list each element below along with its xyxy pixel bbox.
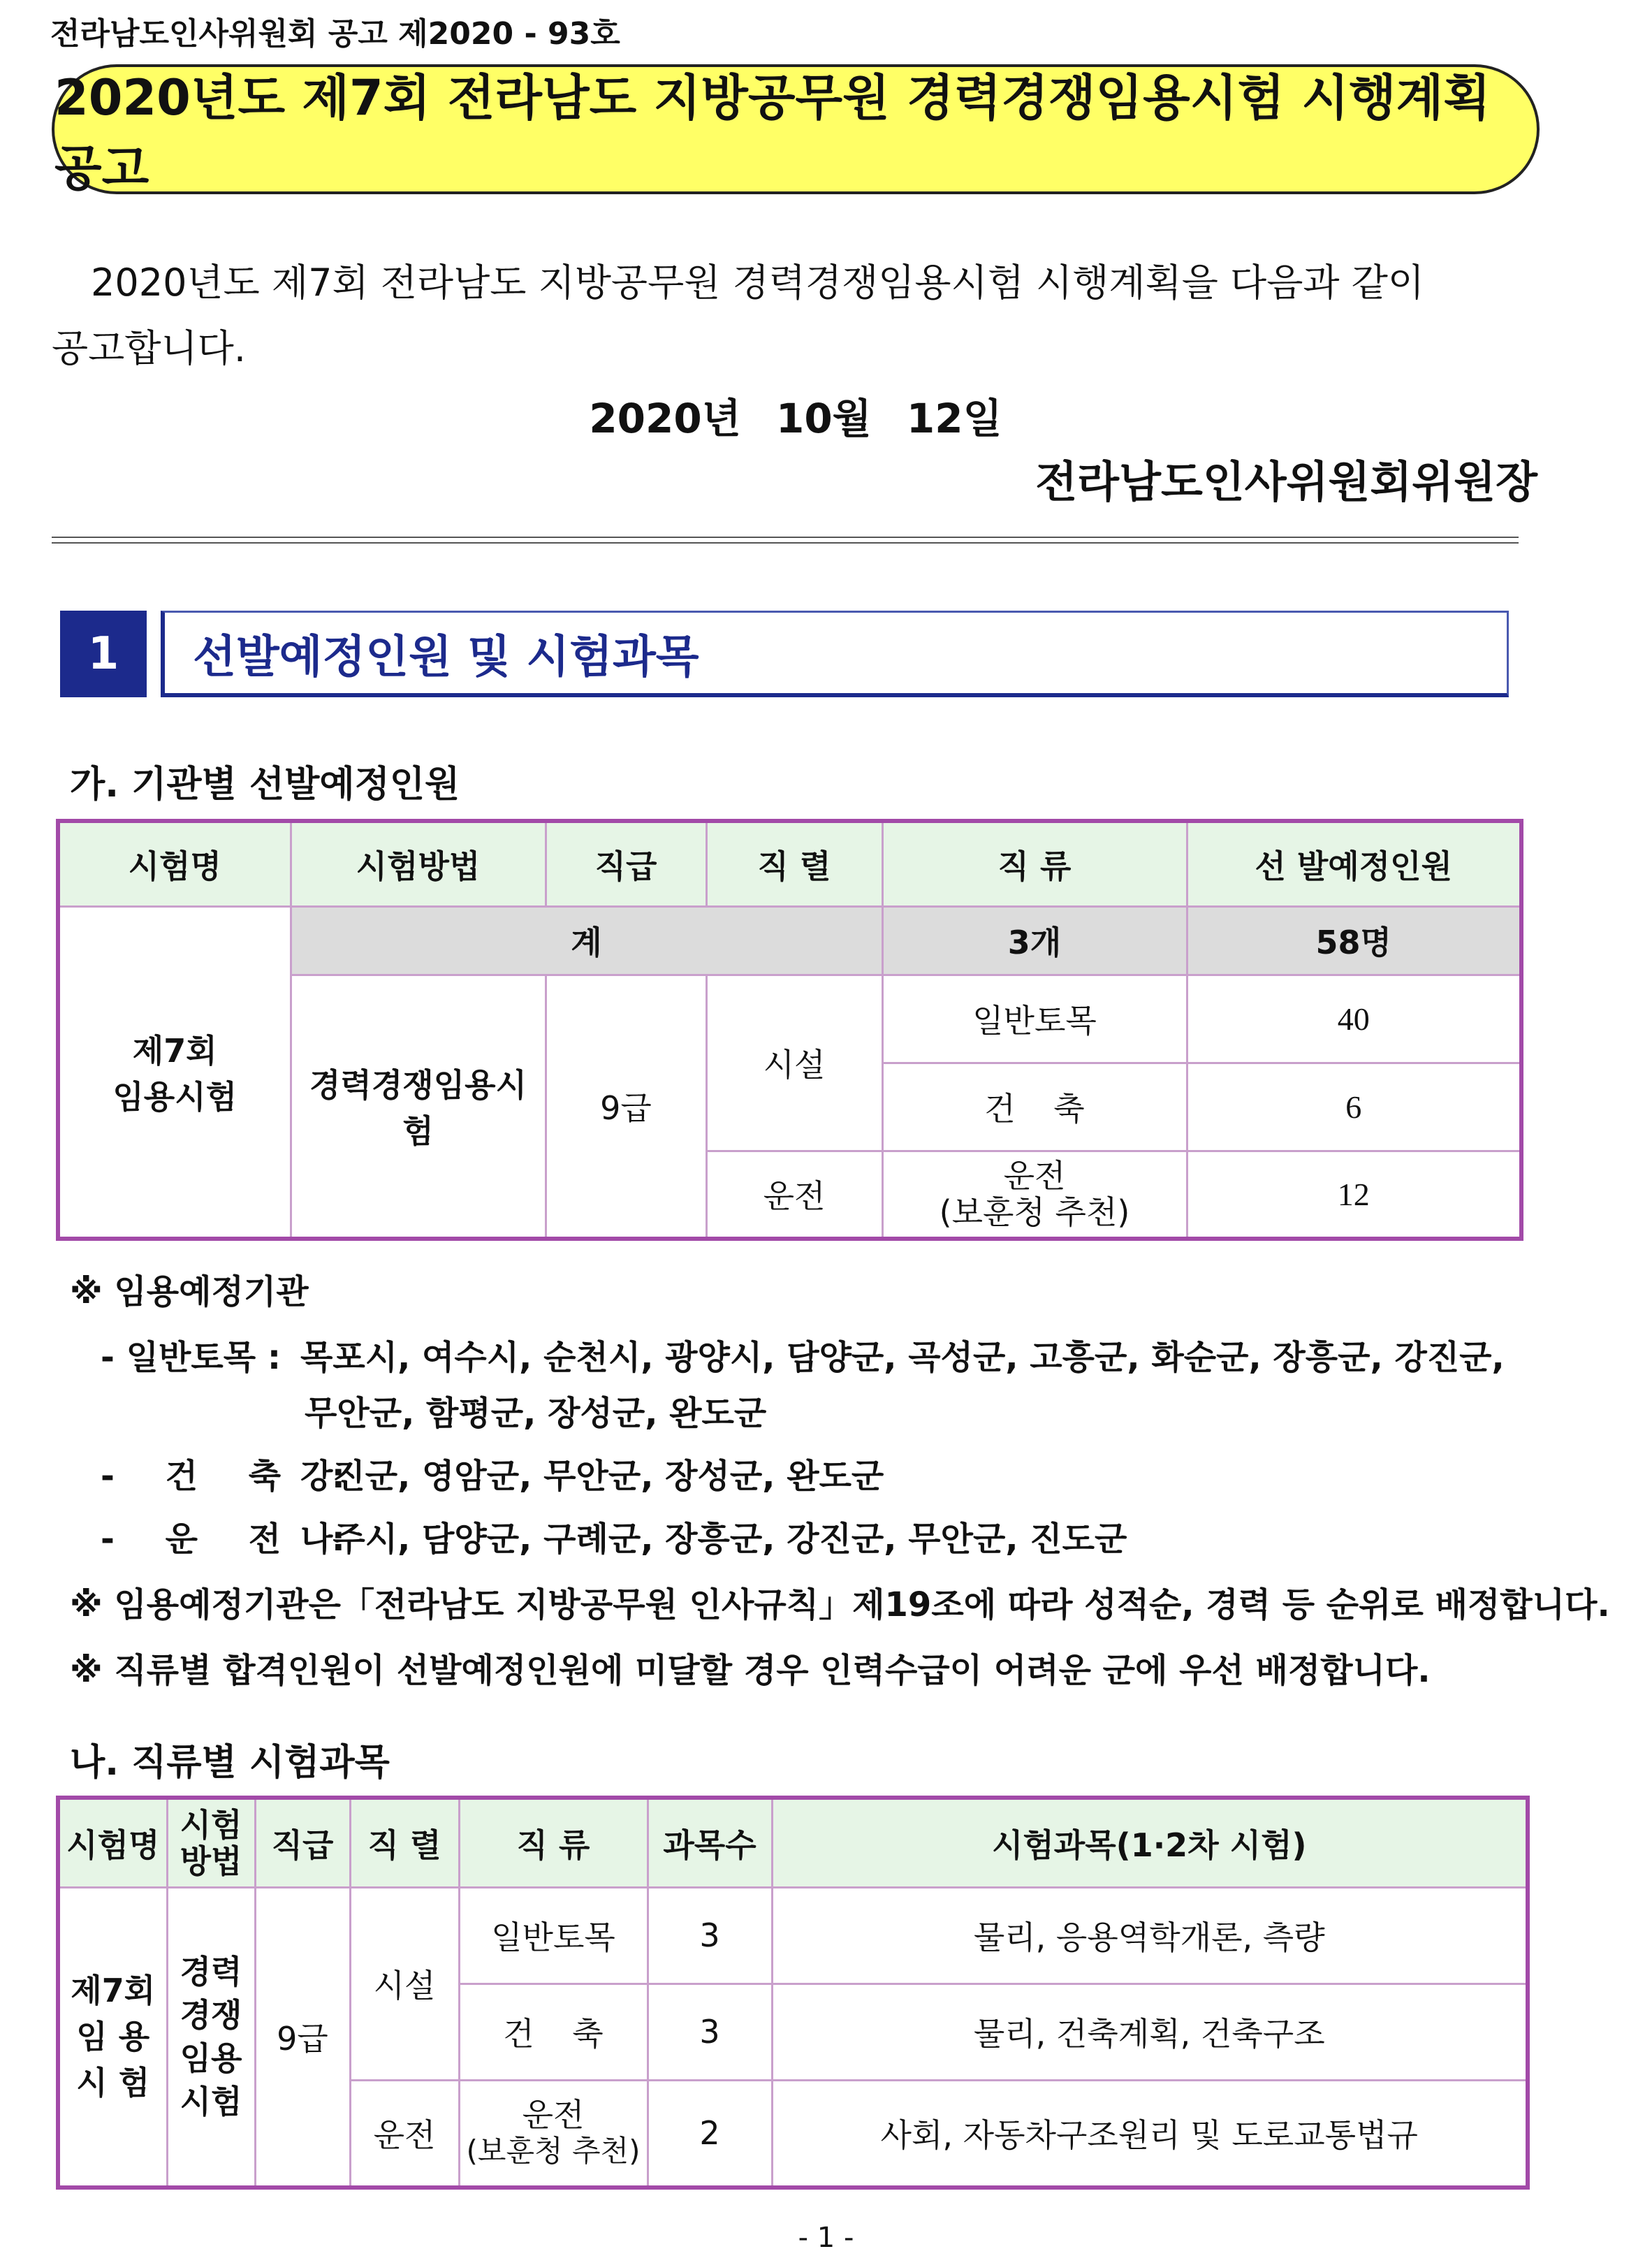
- series-facility: 시설: [706, 975, 882, 1151]
- notice-number: 전라남도인사위원회 공고 제2020 - 93호: [50, 16, 620, 52]
- intro-paragraph: [52, 250, 1540, 381]
- t2-type-architecture-text: 건 축: [503, 2015, 604, 2053]
- t2-method-l4: 시험: [180, 2083, 242, 2121]
- t2-method-l3: 임용: [180, 2039, 242, 2078]
- document-title: [52, 64, 1540, 197]
- exam-name-cell: [58, 906, 291, 1239]
- section-number: 1: [60, 611, 147, 697]
- page-number: - 1 -: [798, 2222, 854, 2254]
- drive-label: - 운 전 :: [101, 1520, 345, 1559]
- header-planned: 선 발예정인원: [1187, 821, 1521, 906]
- t2-method-l1: 경력: [180, 1953, 242, 1991]
- t2-subjects-civil: 물리, 응용역학개론, 측량: [772, 1887, 1528, 1984]
- civil-line-1: 목포시, 여수시, 순천시, 광양시, 담양군, 곡성군, 고흥군, 화순군, 장흥군, 강진군,: [300, 1338, 1505, 1377]
- t2-type-driving: [459, 2080, 648, 2188]
- h2-subjects: 시험과목(1·2차 시험): [772, 1798, 1528, 1887]
- divider: [52, 537, 1519, 544]
- t2-subjects-architecture: 물리, 건축계획, 건축구조: [772, 1984, 1528, 2080]
- t2-type-driving-l1: 운전: [522, 2096, 585, 2134]
- type-civil: 일반토목: [882, 975, 1187, 1063]
- document-title-text: 2020년도 제7회 전라남도 지방공무원 경력경쟁임용시험 시행계획 공고: [54, 69, 1491, 197]
- note-assignment-rule: ※ 임용예정기관은「전라남도 지방공무원 인사규칙」제19조에 따라 성적순, 경력 등 순위로 배정합니다.: [70, 1585, 1610, 1624]
- civil-line-2: 무안군, 함평군, 장성군, 완도군: [305, 1394, 767, 1433]
- exam-name-l2: 임용시험: [112, 1078, 237, 1116]
- header-type: 직 류: [882, 821, 1187, 906]
- header-exam-name: 시험명: [58, 821, 291, 906]
- t2-exam-l2: 임 용: [76, 2018, 150, 2056]
- drive-list: 나주시, 담양군, 구례군, 장흥군, 강진군, 무안군, 진도군: [300, 1520, 1127, 1559]
- h2-grade: 직급: [255, 1798, 350, 1887]
- table2-subtitle: 나. 직류별 시험과목: [70, 1742, 390, 1784]
- t2-series-facility: 시설: [350, 1887, 459, 2080]
- arch-label: - 건 축 :: [101, 1457, 345, 1496]
- notice-date: 2020년 10월 12일: [589, 395, 1002, 442]
- arch-list: 강진군, 영암군, 무안군, 장성군, 완도군: [300, 1457, 884, 1496]
- civil-label: - 일반토목 :: [101, 1338, 282, 1377]
- h2-series: 직 렬: [350, 1798, 459, 1887]
- notes-heading: ※ 임용예정기관: [70, 1272, 309, 1311]
- header-series: 직 렬: [706, 821, 882, 906]
- t2-count-architecture: 3: [648, 1984, 772, 2080]
- h2-method: [167, 1798, 255, 1887]
- total-people: 58명: [1187, 906, 1521, 975]
- h2-method-l1: 시험: [180, 1805, 242, 1844]
- subjects-table: [56, 1796, 1530, 2190]
- count-driving: 12: [1187, 1151, 1521, 1239]
- t2-type-architecture: [459, 1984, 648, 2080]
- t2-type-driving-l2: (보훈청 추천): [466, 2134, 641, 2169]
- note-shortfall: ※ 직류별 합격인원이 선발예정인원에 미달할 경우 인력수급이 어려운 군에 우선 배정합니다.: [70, 1651, 1431, 1690]
- total-types: 3개: [882, 906, 1187, 975]
- t2-type-civil: 일반토목: [459, 1887, 648, 1984]
- header-method: 시험방법: [291, 821, 546, 906]
- t2-exam-cell: [58, 1887, 167, 2188]
- t2-subjects-driving: 사회, 자동차구조원리 및 도로교통법규: [772, 2080, 1528, 2188]
- exam-name-l1: 제7회: [132, 1032, 217, 1070]
- h2-subject-count: 과목수: [648, 1798, 772, 1887]
- type-driving-l1: 운전: [1003, 1157, 1066, 1195]
- type-driving-l2: (보훈청 추천): [939, 1193, 1130, 1232]
- header-grade: 직급: [546, 821, 706, 906]
- table1-subtitle: 가. 기관별 선발예정인원: [70, 764, 460, 806]
- t2-method-cell: [167, 1887, 255, 2188]
- h2-method-l2: 방법: [180, 1842, 242, 1880]
- intro-line-2: 공고합니다.: [52, 326, 246, 370]
- t2-exam-l1: 제7회: [71, 1972, 156, 2010]
- t2-exam-l3: 시 험: [76, 2064, 150, 2102]
- type-architecture-text: 건 축: [984, 1090, 1085, 1128]
- recruitment-table: [56, 819, 1523, 1241]
- t2-method-l2: 경쟁: [180, 1996, 242, 2035]
- grade-cell: 9급: [546, 975, 706, 1239]
- t2-series-driving: 운전: [350, 2080, 459, 2188]
- t2-grade: 9급: [255, 1887, 350, 2188]
- t2-count-civil: 3: [648, 1887, 772, 1984]
- series-driving: 운전: [706, 1151, 882, 1239]
- type-architecture: [882, 1063, 1187, 1151]
- total-label: 계: [291, 906, 882, 975]
- intro-line-1: 2020년도 제7회 전라남도 지방공무원 경력경쟁임용시험 시행계획을 다음과 같이: [91, 261, 1425, 305]
- h2-exam-name: 시험명: [58, 1798, 167, 1887]
- section-title-text: 선발예정인원 및 시험과목: [193, 631, 699, 683]
- method-cell: 경력경쟁임용시험: [291, 975, 546, 1239]
- type-driving: [882, 1151, 1187, 1239]
- signer: 전라남도인사위원회위원장: [1035, 456, 1537, 507]
- count-architecture: 6: [1187, 1063, 1521, 1151]
- h2-type: 직 류: [459, 1798, 648, 1887]
- count-civil: 40: [1187, 975, 1521, 1063]
- section-title: [161, 611, 1509, 697]
- t2-count-driving: 2: [648, 2080, 772, 2188]
